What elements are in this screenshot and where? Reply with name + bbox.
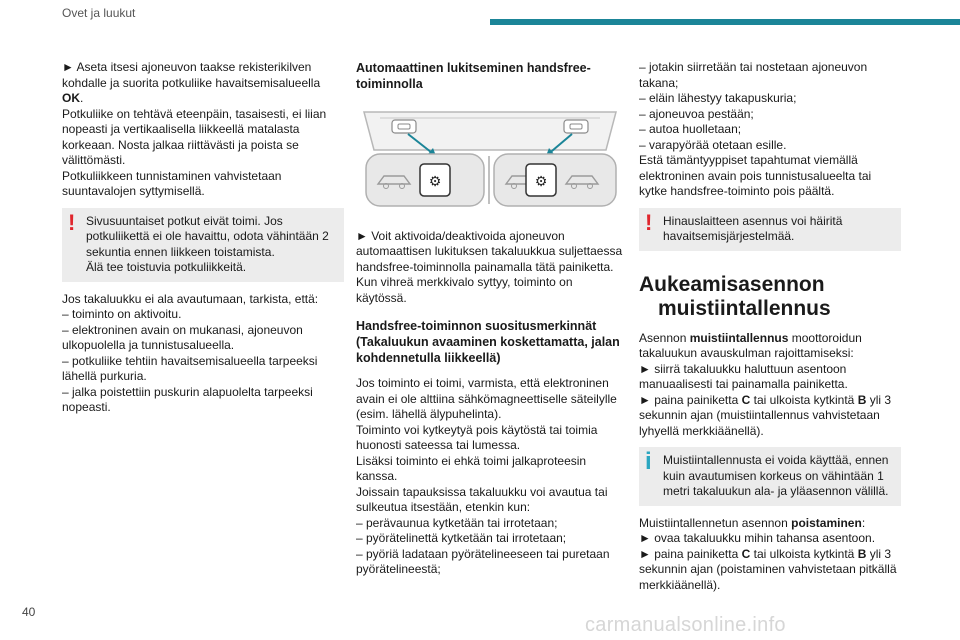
list-item: – pyöriä ladataan pyörätelineeseen tai puretaan pyörätelineestä; — [356, 546, 610, 576]
warning-text: Hinauslaitteen asennus voi häiritä havaitsemisjärjestelmää. — [663, 213, 843, 243]
header-accent-bar — [490, 19, 960, 25]
list-item: – autoa huolletaan; — [639, 122, 742, 136]
list-item: – jalka poistettiin puskurin alapuolelta tarpeeksi nopeasti. — [62, 384, 313, 414]
page-number: 40 — [22, 605, 36, 619]
paragraph: ► siirrä takaluukku haluttuun asentoon manuaalisesti tai painamalla painiketta. — [639, 361, 848, 391]
tailgate-light-left — [392, 120, 416, 133]
warning-icon: ! — [68, 209, 76, 235]
paragraph: Toiminto voi kytkeytyä pois käytöstä tai toimia huonosti sateessa tai lumessa. — [356, 422, 598, 452]
warning-text: Sivusuuntaiset potkut eivät toimi. Jos potkuliikettä ei ole havaittu, odota vähintään 2 sekuntia ennen liikkeen toistamista. — [86, 213, 329, 259]
section-heading: Aukeamisasennon muistiintallennus — [639, 272, 831, 320]
section-heading: Handsfree-toiminnon suositusmerkinnät (Takaluukun avaaminen koskettamatta, jalan kohdennetulla liikkeellä) — [356, 319, 620, 365]
info-icon: i — [645, 448, 652, 475]
tailgate-button-illustration — [356, 104, 624, 214]
paragraph: ► paina painiketta C tai ulkoista kytkintä B yli 3 sekunnin ajan (muistiintallennus vahvistetaan lyhyellä merkkiäänellä). — [639, 392, 892, 438]
list-item: – eläin lähestyy takapuskuria; — [639, 91, 797, 105]
tailgate-light-right — [564, 120, 588, 133]
paragraph: Estä tämäntyyppiset tapahtumat viemällä elektroninen avain pois tunnistusalueelta tai kytke handsfree-toiminto pois päältä. — [639, 153, 872, 198]
list-item: – perävaunua kytketään tai irrotetaan; — [356, 515, 558, 530]
list-item: – ajoneuvoa pestään; — [639, 106, 754, 121]
list-item: – elektroninen avain on mukanasi, ajoneuvon ulkopuolella ja tunnistusalueella. — [62, 322, 303, 352]
paragraph: ► ovaa takaluukku mihin tahansa asentoon. — [639, 531, 876, 545]
watermark: carmanualsonline.info — [585, 614, 786, 636]
paragraph: ► Voit aktivoida/deaktivoida ajoneuvon automaattisen lukituksen takaluukkua suljettaessa handsfree-toiminnolla painamalla tätä painiketta. — [356, 228, 623, 274]
info-box — [639, 447, 901, 506]
column-right — [639, 60, 901, 593]
paragraph: Jos takaluukku ei ala avautumaan, tarkista, että: — [62, 291, 319, 306]
paragraph: Asennon muistiintallennus moottoroidun takaluukun avauskulman rajoittamiseksi: — [639, 330, 862, 360]
list-item: – jotakin siirretään tai nostetaan ajoneuvon takana; — [639, 60, 868, 90]
paragraph: Muistiintallennetun asennon poistaminen: — [639, 515, 866, 530]
warning-text: Älä tee toistuvia potkuliikkeitä. — [86, 260, 247, 274]
warning-box — [639, 208, 901, 251]
list-item: – potkuliike tehtiin havaitsemisalueella tarpeeksi lähellä purkuria. — [62, 353, 318, 383]
paragraph: ► Aseta itsesi ajoneuvon taakse rekisterikilven kohdalle ja suorita potkuliike havaitsemisalueella OK. — [62, 60, 321, 105]
paragraph: Joissain tapauksissa takaluukku voi avautua tai sulkeutua itsestään, etenkin kun: — [356, 484, 608, 514]
paragraph: ► paina painiketta C tai ulkoista kytkintä B yli 3 sekunnin ajan (poistaminen vahvistetaan pitkällä merkkiäänellä). — [639, 546, 897, 592]
column-left — [62, 60, 344, 416]
paragraph: Kun vihreä merkkivalo syttyy, toiminto on käytössä. — [356, 275, 573, 305]
section-title: Ovet ja luukut — [62, 6, 136, 20]
section-heading: Automaattinen lukitseminen handsfree-toiminnolla — [356, 61, 591, 91]
info-text: Muistiintallennusta ei voida käyttää, ennen kuin avautumisen korkeus on vähintään 1 metri takaluukun ala- ja yläasennon välillä. — [663, 453, 889, 498]
warning-box — [62, 208, 344, 282]
list-item: – pyörätelinettä kytketään tai irrotetaan; — [356, 531, 567, 545]
list-item: – toiminto on aktivoitu. — [62, 307, 182, 321]
paragraph: Lisäksi toiminto ei ehkä toimi jalkaproteesin kanssa. — [356, 453, 587, 483]
warning-icon: ! — [645, 209, 653, 235]
column-middle — [356, 60, 624, 578]
paragraph: Potkuliike on tehtävä eteenpäin, tasaisesti, ei liian nopeasti ja vertikaalisella liikkeellä matalasta korkeaan. Nosta jalkaa riittävästi ja poista se välittömästi. — [62, 106, 327, 167]
paragraph: Jos toiminto ei toimi, varmista, että elektroninen avain ei ole alttiina sähkömagneettiselle säteilylle (esim. lähellä älypuhelinta). — [356, 376, 617, 421]
list-item: – varapyörää otetaan esille. — [639, 137, 787, 152]
svg-text:⚙: ⚙ — [428, 174, 442, 190]
svg-text:⚙: ⚙ — [534, 174, 548, 190]
paragraph: Potkuliikkeen tunnistaminen vahvistetaan suuntavalojen syttymisellä. — [62, 168, 282, 198]
